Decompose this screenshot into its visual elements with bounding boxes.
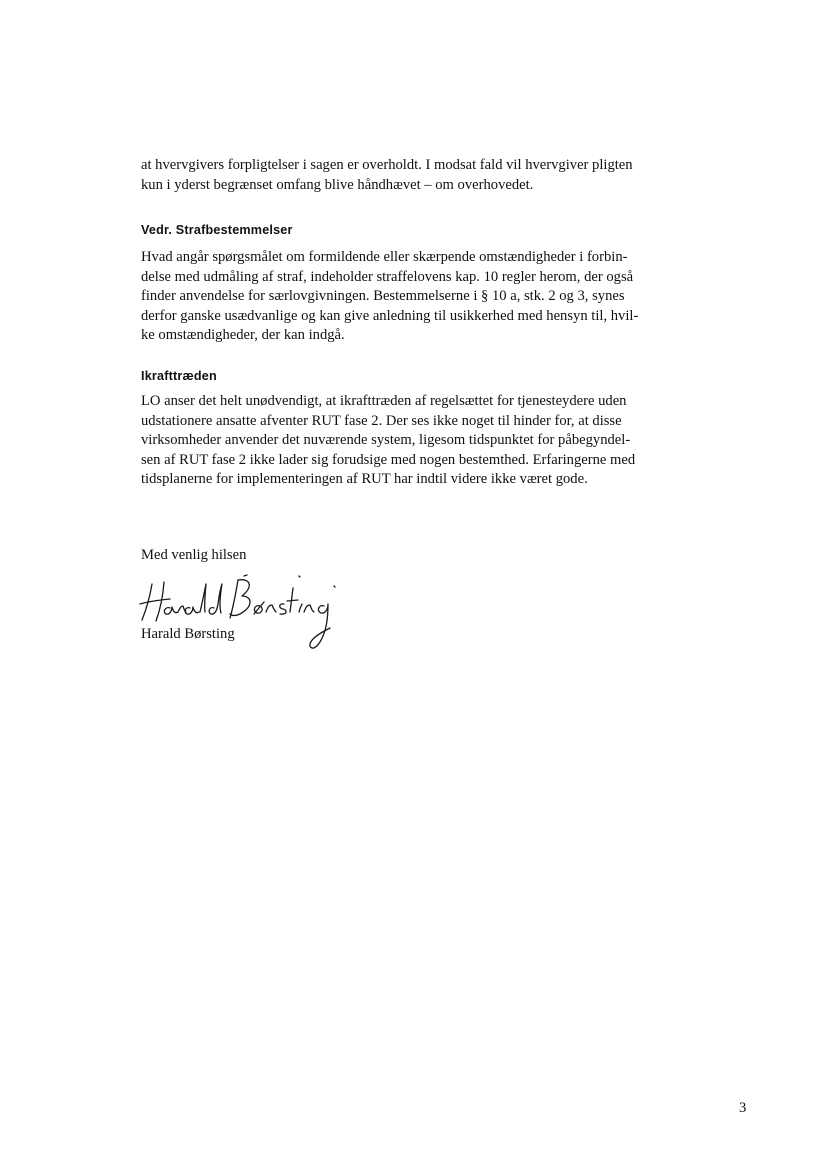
text-line: at hvervgivers forpligtelser i sagen er overholdt. I modsat fald vil hvervgiver pligten (141, 157, 633, 173)
text-line: delse med udmåling af straf, indeholder straffelovens kap. 10 regler herom, der også (141, 268, 634, 285)
section-heading-strafbestemmelser: Vedr. Strafbestemmelser (141, 223, 293, 237)
text-line: tidsplanerne for implementeringen af RUT har indtil videre ikke været gode. (141, 471, 588, 487)
page-number: 3 (739, 1100, 747, 1116)
closing-salutation: Med venlig hilsen (141, 547, 247, 563)
section-heading-ikrafttraeden: Ikrafttræden (141, 369, 217, 383)
strafbestemmelser-paragraph (141, 248, 701, 346)
text-line: virksomheder anvender det nuværende system, ligesom tidspunktet for påbegyndel- (141, 432, 631, 448)
text-line: derfor ganske usædvanlige og kan give anledning til usikkerhed med hensyn til, hvil- (141, 307, 639, 324)
text-line: kun i yderst begrænset omfang blive håndhævet – om overhovedet. (141, 176, 534, 193)
ikrafttraeden-paragraph (141, 392, 701, 490)
text-line: LO anser det helt unødvendigt, at ikrafttræden af regelsættet for tjenesteydere uden (141, 393, 627, 409)
text-line: Hvad angår spørgsmålet om formildende eller skærpende omstændigheder i forbin- (141, 249, 628, 265)
text-line: sen af RUT fase 2 ikke lader sig forudsige med nogen bestemthed. Erfaringerne med (141, 451, 636, 468)
intro-paragraph (141, 156, 701, 195)
text-line: udstationere ansatte afventer RUT fase 2. Der ses ikke noget til hinder for, at disse (141, 412, 622, 429)
text-line: ke omstændigheder, der kan indgå. (141, 327, 345, 343)
signer-name: Harald Børsting (141, 626, 235, 642)
text-line: finder anvendelse for særlovgivningen. Bestemmelserne i § 10 a, stk. 2 og 3, synes (141, 288, 625, 304)
